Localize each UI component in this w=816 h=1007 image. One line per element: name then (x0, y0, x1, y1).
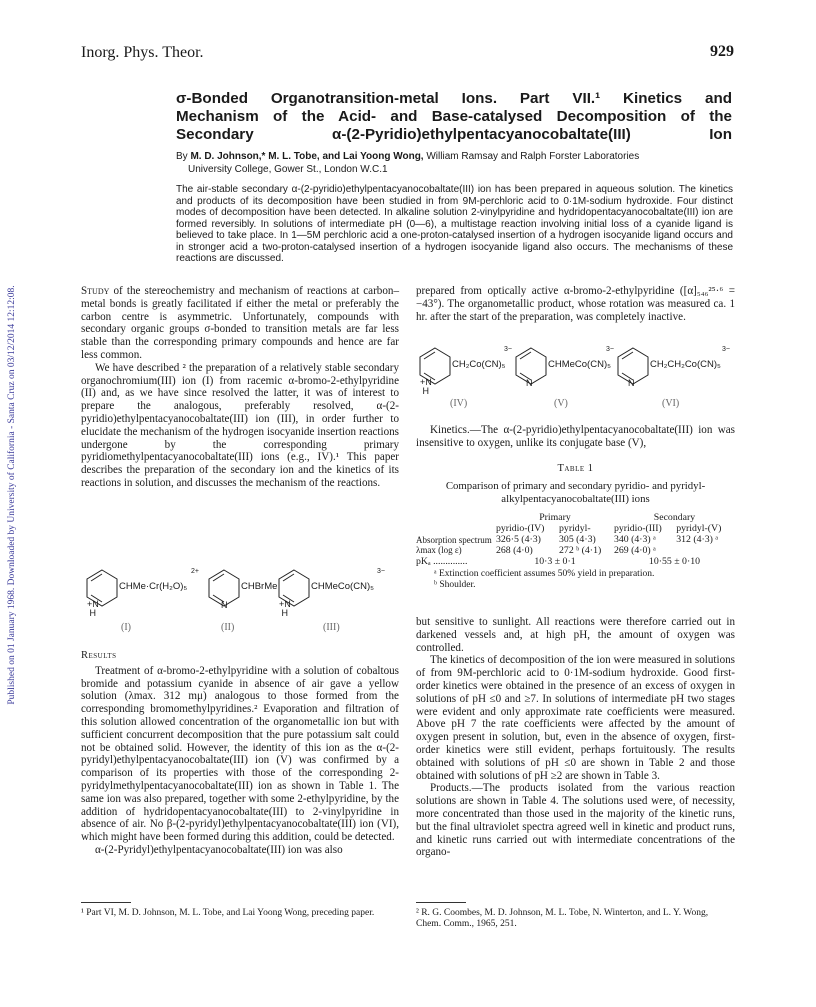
table-1 (416, 463, 735, 591)
table-cell: 269 (4·0) ᵃ (613, 545, 656, 556)
table-note: ᵇ Shoulder. (434, 580, 476, 590)
article-title (176, 90, 732, 144)
footnote: ¹ Part VI, M. D. Johnson, M. L. Tobe, and Lai Yoong Wong, preceding paper. (81, 908, 375, 918)
lead-word: Study (81, 285, 110, 297)
struct-formula: CHMeCo(CN)₅ (548, 359, 611, 370)
table-row (416, 556, 735, 567)
struct-formula: CH₂CH₂Co(CN)₅ (650, 359, 721, 370)
column-header: pyridyl- (559, 523, 591, 534)
data-table (416, 512, 735, 567)
charge: 3− (722, 346, 730, 353)
table-cell: 326·5 (4·3) (496, 534, 541, 545)
column-header: pyridio-(III) (613, 523, 662, 534)
table-cell: 305 (4·3) (559, 534, 596, 545)
compound-label: (VI) (662, 398, 680, 409)
charge: 3− (504, 346, 512, 353)
results-section (81, 650, 399, 857)
compound-label: (V) (554, 398, 568, 409)
structures-i-iii: +N H CHMe·Cr(H₂O)₅ 2+ N CHBrMe +N H CHMeCo(CN)₅ 3− (I) (II) (III) (87, 568, 385, 633)
compound-label: (I) (121, 622, 131, 633)
title-line: Secondary α-(2-Pyridio)ethylpentacyanocobaltate(III) Ion (176, 126, 732, 143)
footnote: ² R. G. Coombes, M. D. Johnson, M. L. Tobe, N. Winterton, and L. Y. Wong, Chem. Comm., 1965, 251. (416, 908, 709, 929)
author-prefix: By (176, 151, 191, 162)
compound-label: (III) (323, 622, 340, 633)
structures-iv-vi: +N H CH₂Co(CN)₅ 3− N CHMeCo(CN)₅ 3− N CH₂CH₂Co(CN)₅ 3− (IV) (V) (VI) (420, 346, 730, 409)
paragraph: of the stereochemistry and mechanism of reactions at carbon–metal bonds is greatly facilitated if either the metal or preferably the carbon centre is asymmetric. Unfortunately, compounds with secondary organic groups σ-bonded to transition metals are far less stable than the corresponding primary compounds and hence are far less common. (81, 285, 399, 361)
charge: 3− (377, 568, 385, 575)
affiliation-address: University College, Gower St., London W.C.1 (188, 163, 388, 175)
paragraph: Treatment of α-bromo-2-ethylpyridine with a solution of cobaltous bromide and potassium cyanide in absence of air gave a yellow solution (λmax. 312 mμ) analogous to those formed from the corresponding bromomethylpyridines.² Evaporation and filtration of this solution allowed concentration of the organometallic ion but with sufficient concurrent decomposition that the pure potassium salt could not be obtained solid. However, the identity of this ion as the α-(2-pyridyl)ethylpentacyanocobaltate(III) ion (V) was confirmed by a comparison of its properties with those of the corresponding 2-pyridylmethylpentacyanocobaltate(III) ion as shown in Table 1. The same ion was also prepared, together with some 2-ethylpyridine, by the addition of hydridopentacyanocobaltate(III) to 2-vinylpyridine in absence of air. No β-(2-pyridyl)ethylpentacyanocobaltate(III) ion (VI), which might have been formed during this addition, could be detected. (81, 664, 399, 844)
author-names: M. D. Johnson,* M. L. Tobe, and Lai Yoong Wong, (190, 151, 424, 162)
kinetics-intro (416, 424, 735, 450)
struct-formula: CHMeCo(CN)₅ (311, 581, 374, 592)
paragraph: We have described ² the preparation of a relatively stable secondary organochromium(III) ion (I) from racemic α-bromo-2-ethylpyridine (II) and, as we have since resolved the latter, it was of interest to prepare the analogous, preferably resolved, α-(2-pyridio)ethylpentacyanocobaltate(III) ion (III), in order further to elucidate the mechanism of the hydrogen isocyanide insertion reactions undergone by the corresponding primary pyridiomethylpentacyanocobaltate(III) ions (e.g., IV).¹ This paper describes the preparation of the secondary ion and the kinetics of its reactions in solution, and discusses the mechanism of the reactions. (81, 361, 399, 489)
table-row (416, 523, 735, 534)
author-block (176, 151, 736, 176)
paragraph: but sensitive to sunlight. All reactions were therefore carried out in darkened vessels and, at high pH, the amount of oxygen was controlled. (416, 616, 735, 654)
column-group-header: Secondary (653, 512, 696, 523)
compound-label: (II) (221, 622, 235, 633)
kinetics-body (416, 616, 735, 859)
journal-header: Inorg. Phys. Theor. (81, 44, 204, 61)
paragraph: Kinetics.—The α-(2-pyridio)ethylpentacyanocobaltate(III) ion was insensitive to oxygen, unlike its conjugate base (V), (416, 424, 735, 449)
affiliation: William Ramsay and Ralph Forster Laboratories (423, 151, 640, 162)
title-line: σ-Bonded Organotransition-metal Ions. Part VII.¹ Kinetics and (176, 90, 732, 107)
abstract: The air-stable secondary α-(2-pyridio)ethylpentacyanocobaltate(III) ion has been prepared in aqueous solution. The kinetics and products of its decomposition have been studied in from 9M-perchloric acid to 0·1M-sodium hydroxide. Four distinct modes of decomposition have been detected. In alkaline solution 2-vinylpyridine and hydridopentacyanocobaltate(III) ion are formed reversibly. In solutions of intermediate pH (0—6), a multistage reaction involving initial loss of a cyanide ligand is believed to take place. In 1—5M perchloric acid a one-proton-catalysed insertion of a hydrogen isocyanide ligand occurs and in stronger acid a two-proton-catalysed insertion of a hydrogen isocyanide ligand also occurs. The mechanisms of these reactions are discussed. (176, 184, 733, 264)
row-label: pKₐ .............. (416, 556, 468, 567)
paragraph: prepared from optically active α-bromo-2-ethylpyridine ([α]₅₄₆²⁵·⁶ = −43°). The organometallic product, whose rotation was measured ca. 1 hr. after the start of the preparation, was completely inactive. (416, 285, 735, 323)
table-cell: 312 (4·3) ᵃ (676, 534, 719, 545)
table-cell: 10·55 ± 0·10 (648, 556, 701, 567)
right-column (416, 285, 735, 323)
column-header: pyridyl-(V) (676, 523, 722, 534)
section-heading: Results (81, 650, 117, 661)
table-number: Table 1 (557, 463, 594, 474)
compound-label: (IV) (450, 398, 468, 409)
struct-formula: CHMe·Cr(H₂O)₅ (119, 581, 188, 592)
footnote-rule (81, 902, 131, 903)
charge: 2+ (191, 568, 199, 575)
table-title: Comparison of primary and secondary pyridio- and pyridyl-alkylpentacyanocobaltate(III) ions (445, 480, 706, 505)
paragraph: The kinetics of decomposition of the ion were measured in solutions of from 9M-perchloric acid to 0·1M-sodium hydroxide. Good first-order kinetics were obtained in the presence of an excess of oxygen in solutions of pH ≤0 and ≥7. In solutions of intermediate pH two stages were evident and only approximate rate coefficients were measured. Above pH 7 the rate coefficients were affected by the amount of oxygen present in solution, but, even in the absence of oxygen, first-order kinetics were still evident, perhaps fortuitously. The results obtained with solutions of pH ≤0 are shown in Table 2 and those obtained with solutions of pH ≥2 are shown in Table 3. (416, 654, 735, 782)
row-label: Absorption spectrum λmax (log ε) (416, 535, 492, 555)
table-cell: 272 ᵇ (4·1) (559, 545, 602, 556)
struct-formula: CH₂Co(CN)₅ (452, 359, 506, 370)
table-cell: 268 (4·0) (496, 545, 533, 556)
table-row (416, 512, 735, 523)
table-note: ᵃ Extinction coefficient assumes 50% yield in preparation. (434, 569, 655, 579)
table-cell: 340 (4·3) ᵃ (613, 534, 656, 545)
title-line: Mechanism of the Acid- and Base-catalysed Decomposition of the (176, 108, 732, 125)
table-cell: 10·3 ± 0·1 (534, 556, 576, 567)
column-group-header: Primary (539, 512, 571, 523)
page-number: 929 (710, 43, 734, 60)
left-column (81, 285, 399, 490)
struct-formula: CHBrMe (241, 581, 278, 592)
paragraph: Products.—The products isolated from the various reaction solutions are shown in Table 4. The solutions used were, of necessity, more concentrated than those used in the majority of the kinetic runs, but the final ultraviolet spectra agreed well in kinetic and product runs, and kinetic runs carried out with intermediate concentrations of the organo- (416, 782, 735, 859)
paragraph: α-(2-Pyridyl)ethylpentacyanocobaltate(III) ion was also (95, 843, 343, 856)
column-header: pyridio-(IV) (496, 523, 545, 534)
footnote-rule (416, 902, 466, 903)
charge: 3− (606, 346, 614, 353)
table-row (416, 534, 735, 545)
download-watermark: Published on 01 January 1968. Downloaded by University of California - Santa Cruz on 03/12/2014 12:12:08. (7, 285, 17, 705)
